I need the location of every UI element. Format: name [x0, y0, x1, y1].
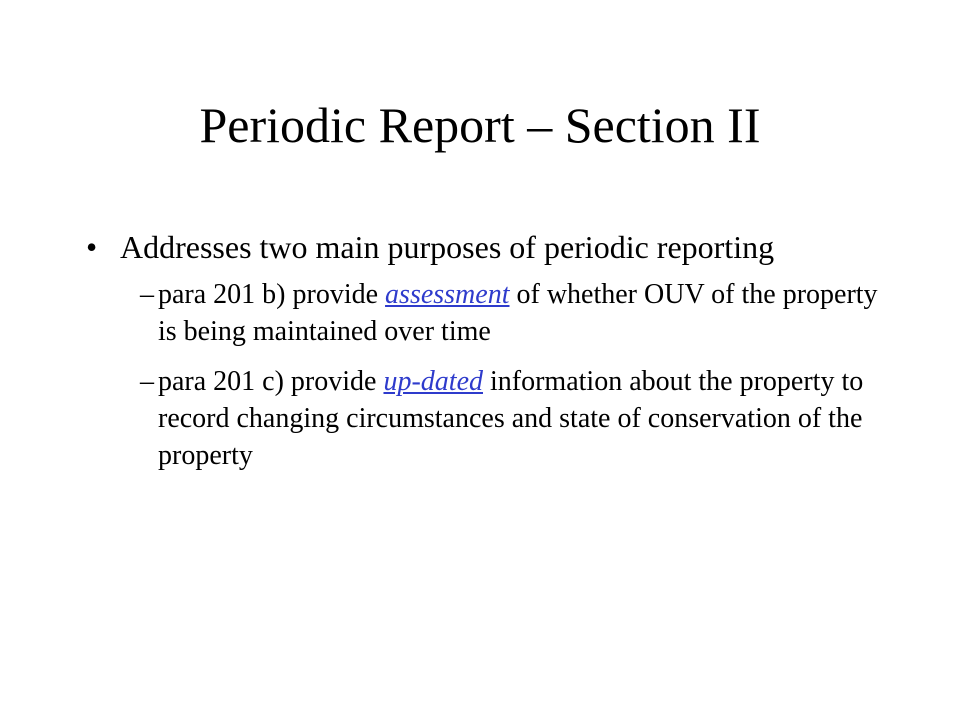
up-dated-link[interactable]: up-dated: [383, 366, 483, 397]
sub-item-assessment: [140, 276, 886, 350]
slide-title: Periodic Report – Section II: [199, 97, 761, 153]
bullet-item: [86, 226, 886, 268]
sub-item-text-after: of whether OUV of the property is being maintained over time: [158, 279, 878, 347]
sub-bullet-mark: –: [140, 279, 154, 310]
sub-item-up-dated: [140, 363, 886, 474]
sub-item-text-before: para 201 c) provide: [158, 366, 384, 397]
bullet-text: Addresses two main purposes of periodic reporting: [120, 229, 775, 265]
sub-bullet-mark: –: [140, 366, 154, 397]
slide-body: [86, 226, 886, 487]
bullet-mark: •: [86, 229, 98, 265]
sub-item-text-before: para 201 b) provide: [158, 279, 386, 310]
sub-item-text-after: information about the property to record changing circumstances and state of conservation of the property: [158, 366, 864, 471]
assessment-link[interactable]: assessment: [385, 279, 510, 310]
